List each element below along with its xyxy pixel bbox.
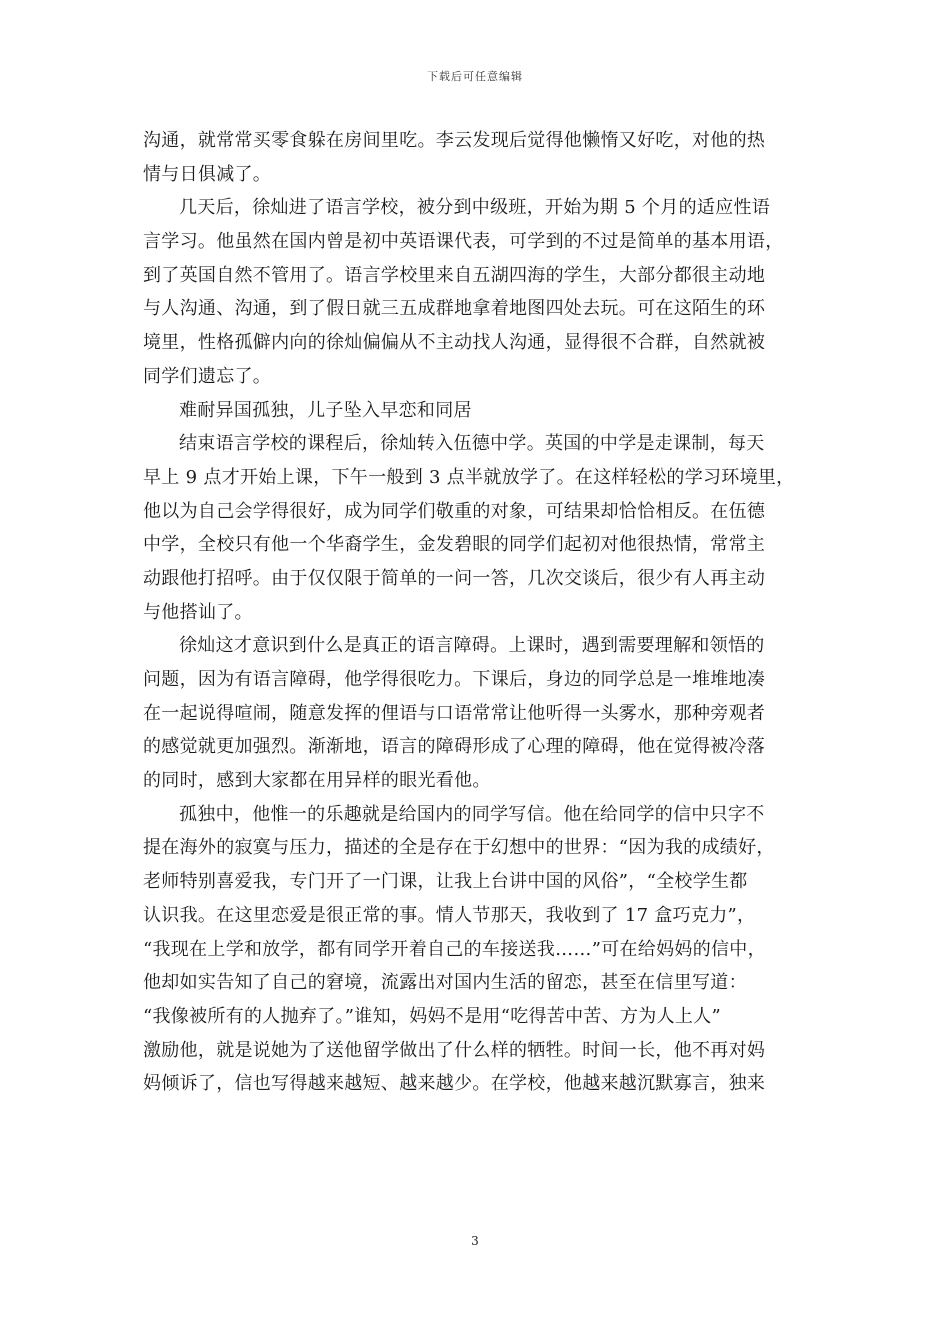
text-line: 到了英国自然不管用了。语言学校里来自五湖四海的学生，大部分都很主动地 <box>143 264 766 286</box>
text-line: 的感觉就更加强烈。渐渐地，语言的障碍形成了心理的障碍，他在觉得被冷落 <box>143 736 766 758</box>
text-line: 境里，性格孤僻内向的徐灿偏偏从不主动找人沟通，显得很不合群，自然就被 <box>143 332 766 354</box>
text-line: 他以为自己会学得很好，成为同学们敬重的对象，可结果却恰恰相反。在伍德 <box>143 500 766 522</box>
section-heading: 难耐异国孤独，儿子坠入早恋和同居 <box>179 399 472 421</box>
page-number: 3 <box>471 1234 479 1248</box>
text-line: 他却如实告知了自己的窘境，流露出对国内生活的留恋，甚至在信里写道： <box>143 972 747 994</box>
text-line: 动跟他打招呼。由于仅仅限于简单的一问一答，几次交谈后，很少有人再主动 <box>143 567 766 589</box>
text-line: 妈倾诉了，信也写得越来越短、越来越少。在学校，他越来越沉默寡言，独来 <box>143 1073 766 1095</box>
text-line: 提在海外的寂寞与压力，描述的全是存在于幻想中的世界：“因为我的成绩好， <box>143 837 775 859</box>
text-line: 认识我。在这里恋爱是很正常的事。情人节那天，我收到了 17 盒巧克力”， <box>143 904 756 926</box>
text-line: 与人沟通、沟通，到了假日就三五成群地拿着地图四处去玩。可在这陌生的环 <box>143 298 766 320</box>
text-line: 与他搭讪了。 <box>143 601 253 623</box>
text-line: 沟通，就常常买零食躲在房间里吃。李云发现后觉得他懒惰又好吃，对他的热 <box>143 130 766 151</box>
text-line: 早上 9 点才开始上课，下午一般到 3 点半就放学了。在这样轻松的学习环境里， <box>143 466 795 488</box>
text-line: “我现在上学和放学，都有同学开着自己的车接送我……”可在给妈妈的信中， <box>143 938 766 960</box>
text-line: 在一起说得喧闹，随意发挥的俚语与口语常常让他听得一头雾水，那种旁观者 <box>143 702 766 724</box>
text-line: 同学们遗忘了。 <box>143 365 272 387</box>
text-line: 激励他，就是说她为了送他留学做出了什么样的牺牲。时间一长，他不再对妈 <box>143 1039 766 1061</box>
text-line: 中学，全校只有他一个华裔学生，金发碧眼的同学们起初对他很热情，常常主 <box>143 534 766 556</box>
document-body <box>143 124 813 1101</box>
text-line: 言学习。他虽然在国内曾是初中英语课代表，可学到的不过是简单的基本用语， <box>143 231 784 253</box>
paragraph-start-line: 几天后，徐灿进了语言学校，被分到中级班，开始为期 5 个月的适应性语 <box>179 197 771 219</box>
paragraph-start-line: 孤独中，他惟一的乐趣就是给国内的同学写信。他在给同学的信中只字不 <box>179 803 765 825</box>
paragraph-start-line: 徐灿这才意识到什么是真正的语言障碍。上课时，遇到需要理解和领悟的 <box>179 635 765 657</box>
text-line: 问题，因为有语言障碍，他学得很吃力。下课后，身边的同学总是一堆堆地凑 <box>143 669 766 690</box>
text-line: 老师特别喜爱我，专门开了一门课，让我上台讲中国的风俗”，“全校学生都 <box>143 871 748 893</box>
paragraph-start-line: 结束语言学校的课程后，徐灿转入伍德中学。英国的中学是走课制，每天 <box>179 433 765 455</box>
text-line: 情与日俱减了。 <box>143 163 272 185</box>
page-header: 下载后可任意编辑 <box>427 70 523 83</box>
text-line: “我像被所有的人抛弃了。”谁知，妈妈不是用“吃得苦中苦、方为人上人” <box>143 1005 722 1027</box>
text-line: 的同时，感到大家都在用异样的眼光看他。 <box>143 770 491 792</box>
